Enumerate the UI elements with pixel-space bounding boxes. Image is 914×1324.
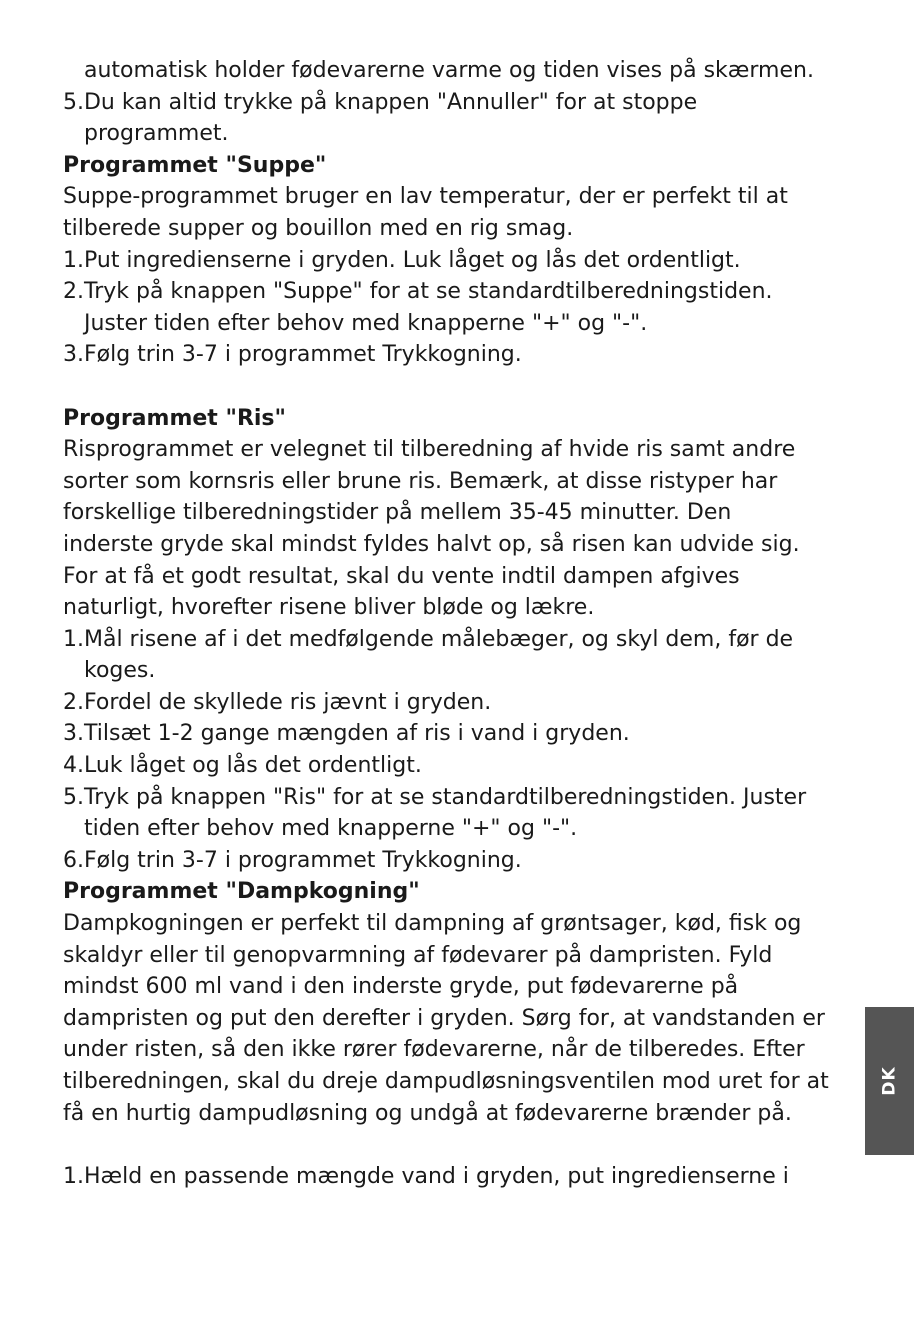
paragraph-line: under risten, så den ikke rører fødevarerne, når de tilberedes. Efter [63,1037,805,1063]
document-body [63,55,853,1192]
list-item-continuation: automatisk holder fødevarerne varme og tiden vises på skærmen. [84,58,814,83]
list-item: 3.Følg trin 3-7 i programmet Trykkogning. [63,342,522,368]
paragraph-line: få en hurtig dampudløsning og undgå at fødevarerne brænder på. [63,1100,792,1126]
section-heading: Programmet "Ris" [63,405,286,431]
list-item-continuation: Juster tiden efter behov med knapperne "+" og "-". [84,310,648,336]
list-item: 2.Tryk på knappen "Suppe" for at se standardtilberedningstiden. [63,279,773,305]
list-item: 6.Følg trin 3-7 i programmet Trykkogning. [63,847,522,873]
paragraph-line: sorter som kornsris eller brune ris. Bemærk, at disse ristyper har [63,468,778,494]
blank-line [63,371,853,403]
paragraph-line: forskellige tilberedningstider på mellem 35-45 minutter. Den [63,500,732,526]
section-heading: Programmet "Suppe" [63,152,327,178]
list-item-continuation: tiden efter behov med knapperne "+" og "-". [84,816,578,842]
paragraph-line: tilberedningen, skal du dreje dampudløsningsventilen mod uret for at [63,1069,829,1094]
language-tab [865,1007,914,1155]
paragraph-line: mindst 600 ml vand i den inderste gryde, put fødevarerne på [63,974,739,1000]
list-item: 1.Put ingredienserne i gryden. Luk låget og lås det ordentligt. [63,247,741,273]
paragraph-line: For at få et godt resultat, skal du vente indtil dampen afgives [63,563,740,589]
blank-line [63,1129,853,1161]
paragraph-line: Dampkogningen er perfekt til dampning af grøntsager, kød, fisk og [63,911,802,937]
list-item: 5.Du kan altid trykke på knappen "Annuller" for at stoppe [63,89,698,115]
paragraph-line: inderste gryde skal mindst fyldes halvt op, så risen kan udvide sig. [63,531,800,557]
list-item-continuation: programmet. [84,121,229,147]
list-item: 3.Tilsæt 1-2 gange mængden af ris i vand i gryden. [63,721,630,747]
list-item: 1.Mål risene af i det medfølgende målebæger, og skyl dem, før de [63,626,794,652]
paragraph-line: tilberede supper og bouillon med en rig smag. [63,215,574,241]
paragraph-line: Risprogrammet er velegnet til tilberedning af hvide ris samt andre [63,437,796,463]
list-item: 2.Fordel de skyllede ris jævnt i gryden. [63,689,492,715]
language-tab-label: DK [879,1066,900,1096]
paragraph-line: Suppe-programmet bruger en lav temperatur, der er perfekt til at [63,184,788,210]
list-item-continuation: koges. [84,658,156,684]
paragraph-line: skaldyr eller til genopvarmning af fødevarer på dampristen. Fyld [63,942,773,968]
paragraph-line: dampristen og put den derefter i gryden. Sørg for, at vandstanden er [63,1005,825,1031]
list-item: 4.Luk låget og lås det ordentligt. [63,753,422,779]
section-heading: Programmet "Dampkogning" [63,879,420,905]
list-item: 5.Tryk på knappen "Ris" for at se standardtilberedningstiden. Juster [63,784,807,810]
list-item: 1.Hæld en passende mængde vand i gryden, put ingredienserne i [63,1163,789,1189]
paragraph-line: naturligt, hvorefter risene bliver bløde og lækre. [63,595,595,621]
